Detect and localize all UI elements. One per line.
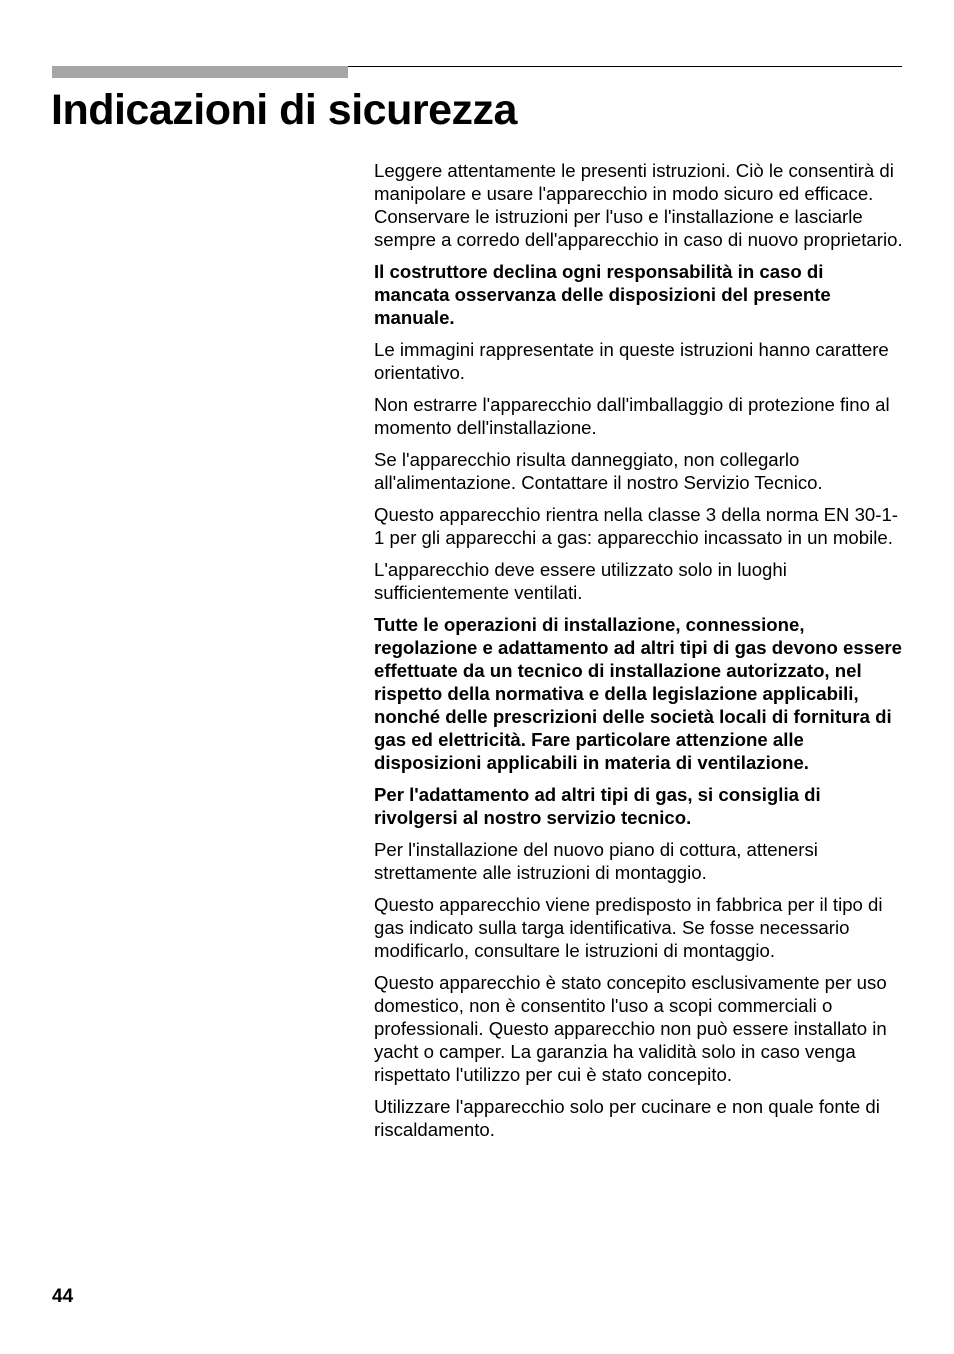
paragraph-domestic-use: Questo apparecchio è stato concepito esclusivamente per uso domestico, non è consentito l'uso a scopi commerciali o professionali. Questo apparecchio non può essere installato in yacht o camper. La garanzia ha validità solo in caso venga rispettato l'utilizzo per cui è stato concepito. — [374, 972, 887, 1085]
paragraph-class-3: Questo apparecchio rientra nella classe 3 della norma EN 30-1-1 per gli apparecchi a gas: apparecchio incassato in un mobile. — [374, 504, 899, 548]
paragraph-images-indicative: Le immagini rappresentate in queste istruzioni hanno carattere orientativo. — [374, 339, 889, 383]
page-title: Indicazioni di sicurezza — [51, 86, 517, 134]
paragraph-installation: Per l'installazione del nuovo piano di cottura, attenersi strettamente alle istruzioni di montaggio. — [374, 839, 818, 883]
paragraph-authorized-technician: Tutte le operazioni di installazione, connessione, regolazione e adattamento ad altri tipi di gas devono essere effettuate da un tecnico di installazione autorizzato, nel rispetto della normativa e della legislazione applicabili, nonché delle prescrizioni delle società locali di fornitura di gas ed elettricità. Fare particolare attenzione alle disposizioni applicabili in materia di ventilazione. — [374, 614, 902, 773]
safety-instructions-body — [374, 159, 904, 1150]
paragraph-gas-adaptation: Per l'adattamento ad altri tipi di gas, si consiglia di rivolgersi al nostro servizio tecnico. — [374, 784, 821, 828]
paragraph-cooking-only: Utilizzare l'apparecchio solo per cucinare e non quale fonte di riscaldamento. — [374, 1096, 880, 1140]
paragraph-packaging: Non estrarre l'apparecchio dall'imballaggio di protezione fino al momento dell'installazione. — [374, 394, 890, 438]
header-rule — [348, 66, 902, 67]
paragraph-manufacturer-liability: Il costruttore declina ogni responsabilità in caso di mancata osservanza delle disposizioni del presente manuale. — [374, 261, 831, 328]
paragraph-read-instructions: Leggere attentamente le presenti istruzioni. Ciò le consentirà di manipolare e usare l'apparecchio in modo sicuro ed efficace. Conservare le istruzioni per l'uso e l'installazione e lasciarle sempre a corredo dell'apparecchio in caso di nuovo proprietario. — [374, 160, 903, 250]
paragraph-damaged-appliance: Se l'apparecchio risulta danneggiato, non collegarlo all'alimentazione. Contattare il nostro Servizio Tecnico. — [374, 449, 823, 493]
header-accent-bar — [52, 66, 348, 78]
paragraph-ventilated-rooms: L'apparecchio deve essere utilizzato solo in luoghi sufficientemente ventilati. — [374, 559, 787, 603]
page-number: 44 — [52, 1286, 74, 1307]
paragraph-gas-type: Questo apparecchio viene predisposto in fabbrica per il tipo di gas indicato sulla targa identificativa. Se fosse necessario modificarlo, consultare le istruzioni di montaggio. — [374, 894, 883, 961]
